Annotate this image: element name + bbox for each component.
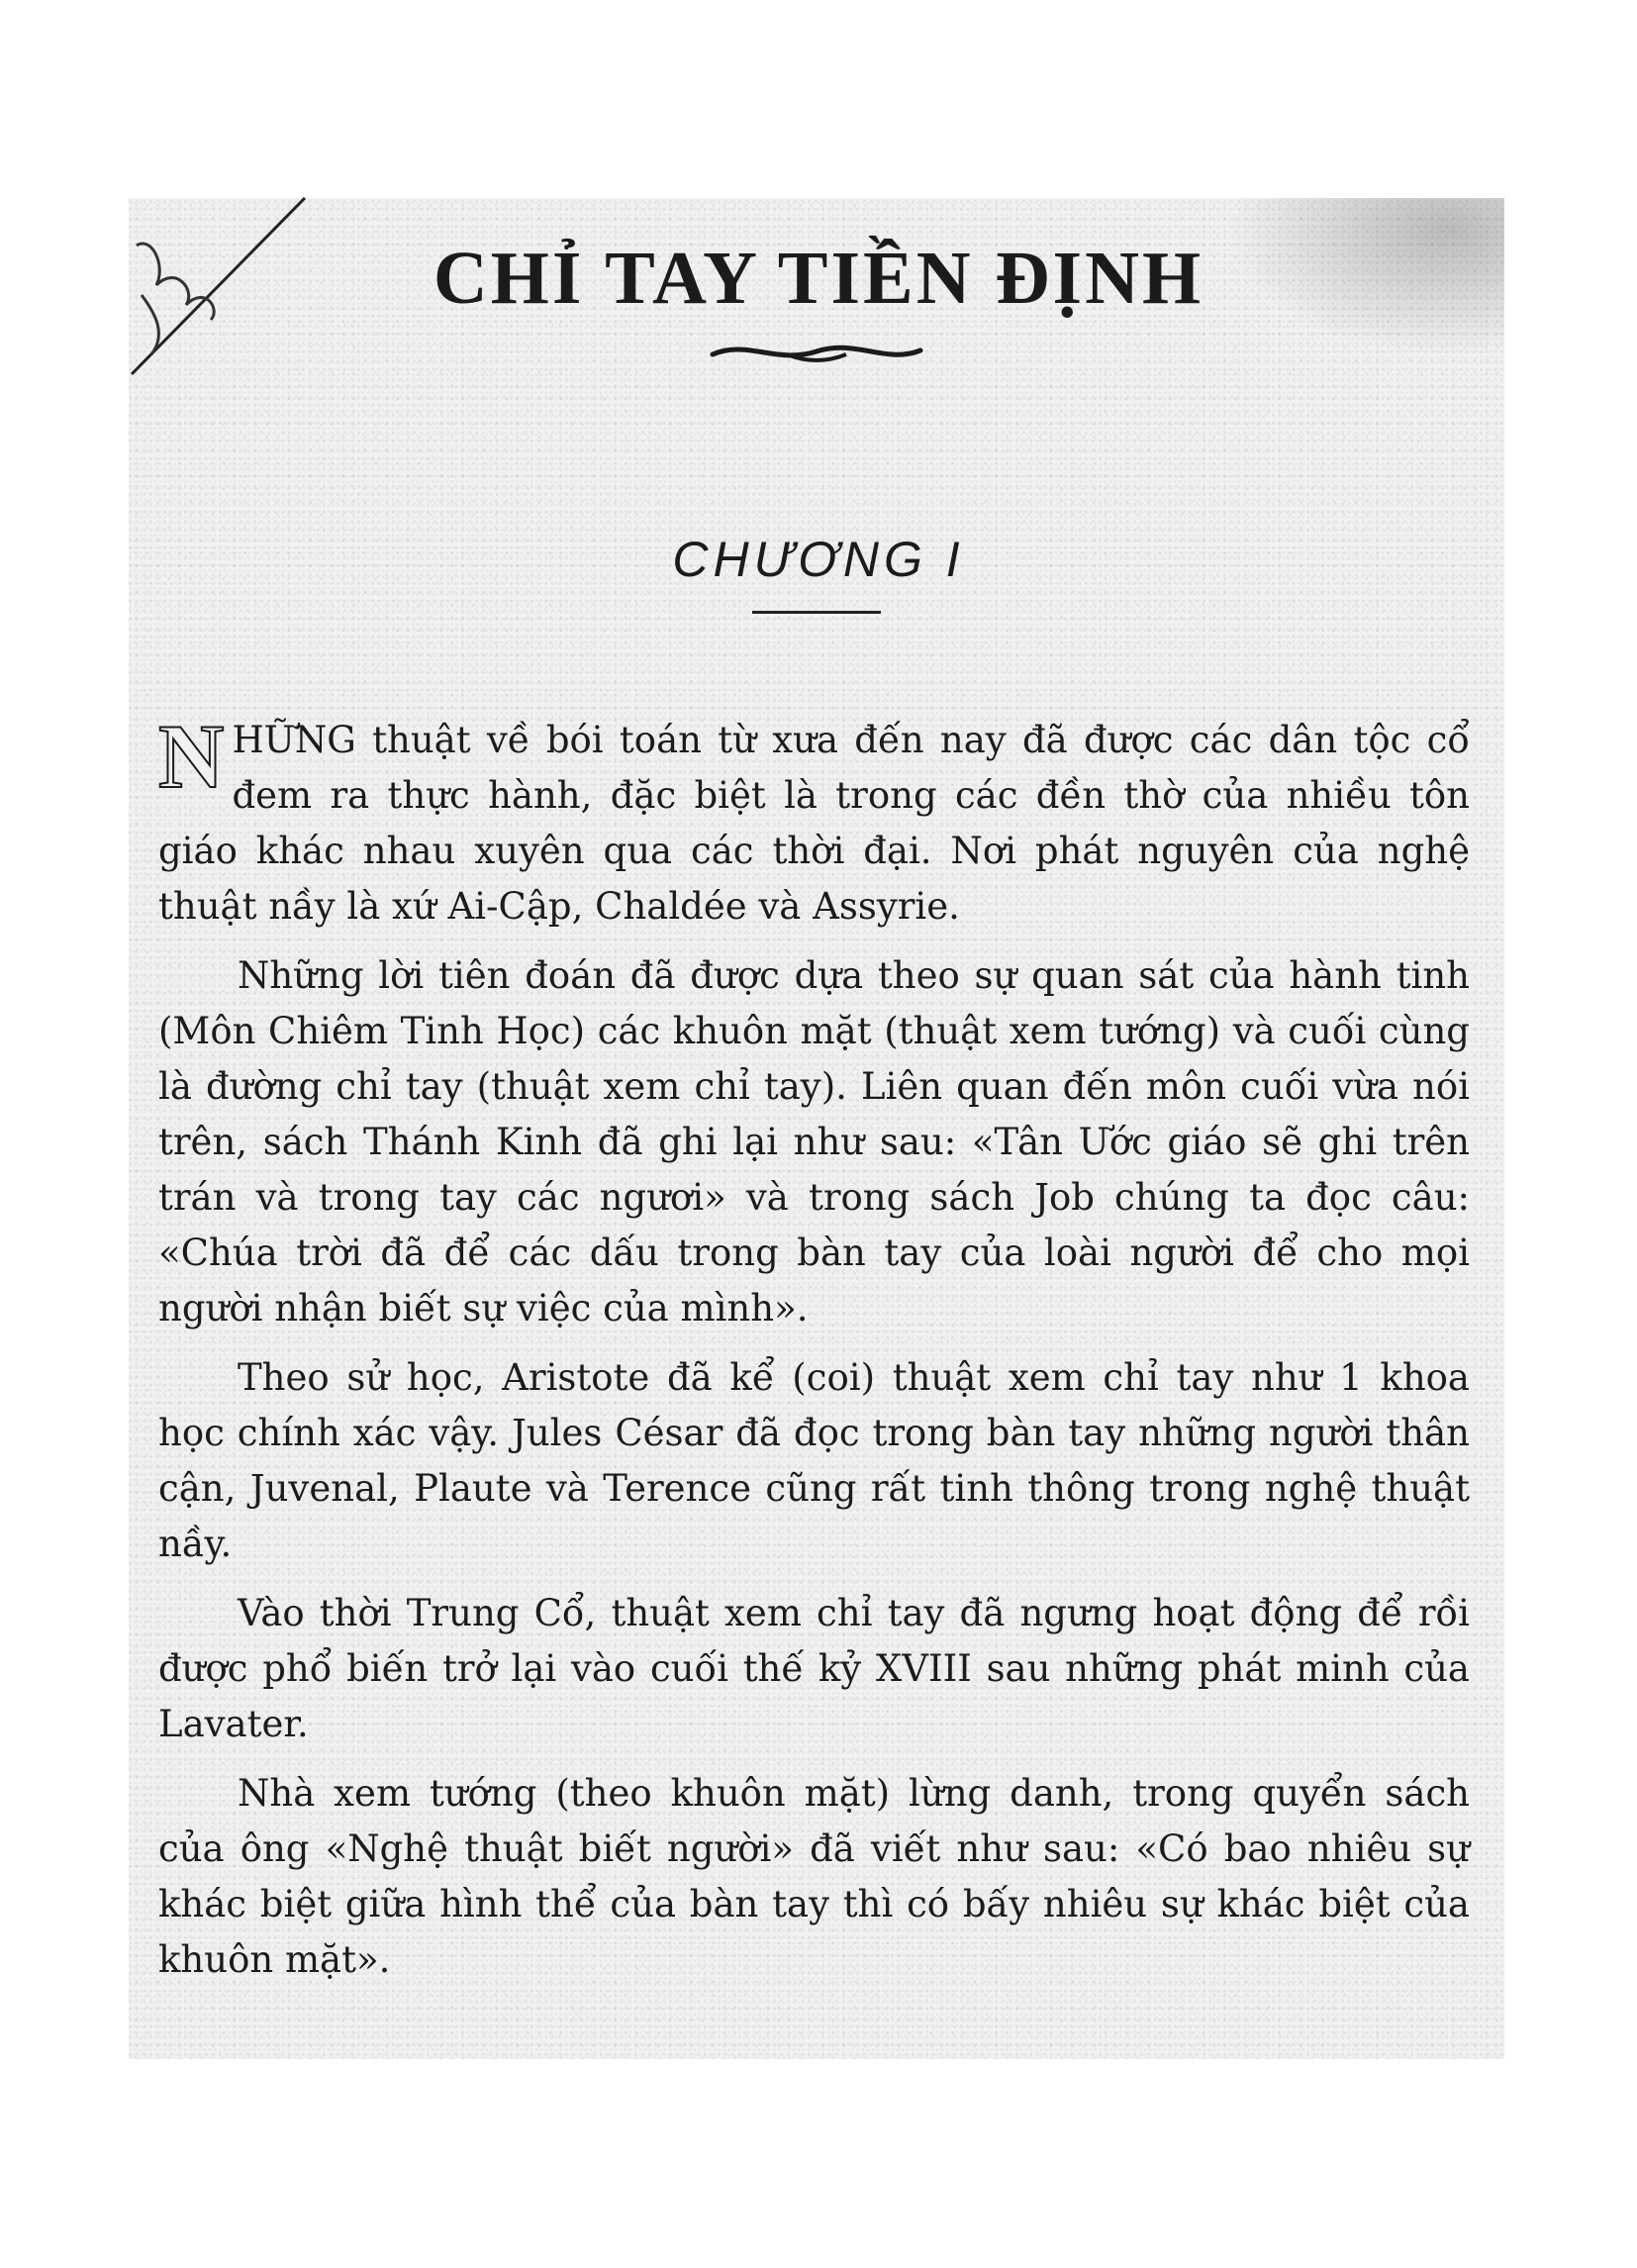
page-title: CHỈ TAY TIỀN ĐỊNH xyxy=(433,237,1204,320)
paragraph-1-text: HỮNG thuật về bói toán từ xưa đến nay đã được các dân tộc cổ đem ra thực hành, đặc biệt là trong các đền thờ của nhiều tôn giáo khác nhau xuyên qua các thời đại. Nơi phát nguyên của nghệ thuật nầy là xứ Ai-Cập, Chaldée và Assyrie. xyxy=(158,719,1470,928)
paragraph-3: Theo sử học, Aristote đã kể (coi) thuật xem chỉ tay như 1 khoa học chính xác vậy. Jules César đã đọc trong bàn tay những người thân cận, Juvenal, Plaute và Terence cũng rất tinh thông trong nghệ thuật nầy. xyxy=(158,1356,1470,1565)
paragraph-1 xyxy=(158,706,1470,935)
drop-cap: N xyxy=(158,706,225,807)
paragraph-5: Nhà xem tướng (theo khuôn mặt) lừng danh, trong quyển sách của ông «Nghệ thuật biết người» đã viết như sau: «Có bao nhiêu sự khác biệt giữa hình thể của bàn tay thì có bấy nhiêu sự khác biệt của khuôn mặt». xyxy=(158,1772,1470,1981)
chapter-heading: CHƯƠNG I xyxy=(672,532,965,587)
paragraph-2: Những lời tiên đoán đã được dựa theo sự quan sát của hành tinh (Môn Chiêm Tinh Học) các khuôn mặt (thuật xem tướng) và cuối cùng là đường chỉ tay (thuật xem chỉ tay). Liên quan đến môn cuối vừa nói trên, sách Thánh Kinh đã ghi lại như sau: «Tân Ước giáo sẽ ghi trên trán và trong tay các ngươi» và trong sách Job chúng ta đọc câu: «Chúa trời đã để các dấu trong bàn tay của loài người để cho mọi người nhận biết sự việc của mình». xyxy=(158,954,1470,1330)
paragraph-4: Vào thời Trung Cổ, thuật xem chỉ tay đã ngưng hoạt động để rồi được phổ biến trở lại vào cuối thế kỷ XVIII sau những phát minh của Lavater. xyxy=(158,1592,1470,1745)
title-ornament xyxy=(708,335,925,368)
chapter-underline xyxy=(752,611,881,614)
body-text xyxy=(158,706,1470,2002)
